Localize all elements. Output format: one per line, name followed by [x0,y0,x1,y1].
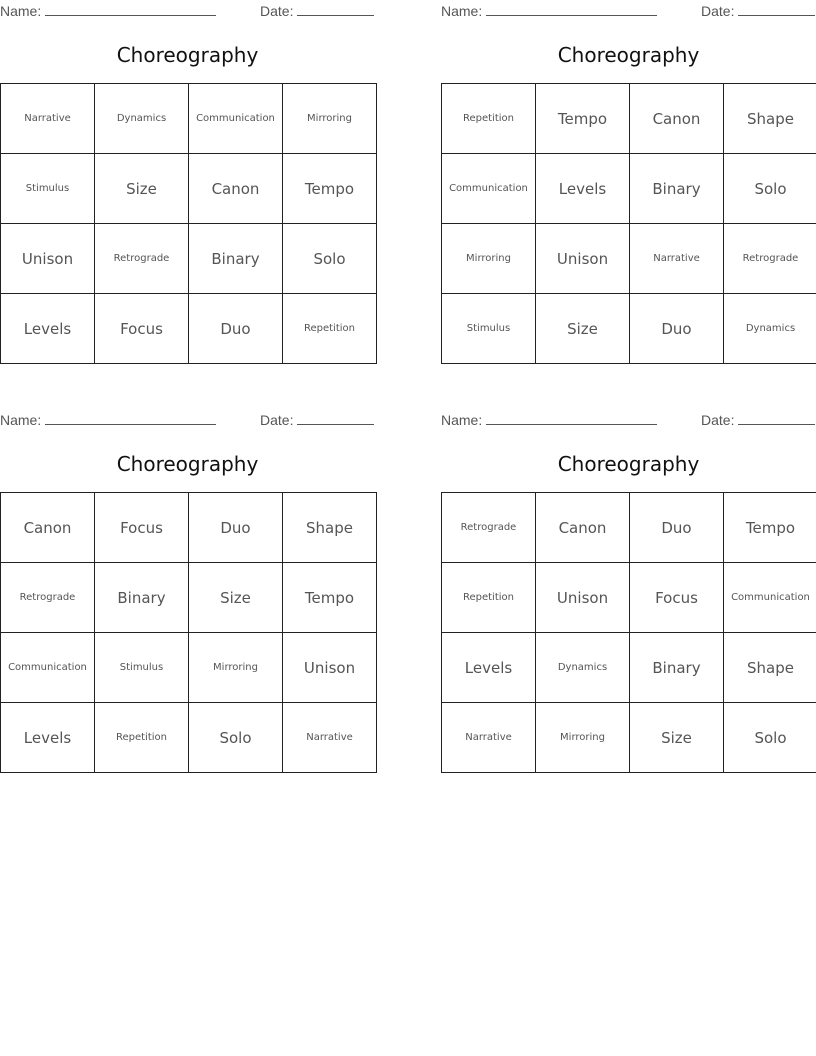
grid-row [442,154,816,224]
grid-cell: Size [189,563,283,633]
grid-cell: Stimulus [1,154,95,224]
bingo-grid [441,83,816,364]
grid-cell: Duo [630,493,724,563]
date-blank-line [738,411,815,425]
grid-cell: Canon [630,84,724,154]
grid-cell: Tempo [283,154,377,224]
date-field [701,2,815,19]
grid-cell: Shape [724,633,816,703]
grid-row [1,84,377,154]
bingo-grid [441,492,816,773]
bingo-card [441,409,816,747]
grid-cell: Solo [283,224,377,294]
name-blank-line [486,411,657,425]
grid-cell: Dynamics [95,84,189,154]
grid-cell: Repetition [95,703,189,773]
date-field [701,411,815,428]
card-header [0,0,375,22]
bingo-grid [0,492,377,773]
name-label: Name: [0,412,42,428]
name-blank-line [486,2,657,16]
grid-cell: Stimulus [95,633,189,703]
name-field [441,2,657,19]
date-label: Date: [701,3,735,19]
grid-cell: Repetition [442,84,536,154]
grid-cell: Levels [1,294,95,364]
grid-row [1,294,377,364]
grid-cell: Unison [536,563,630,633]
grid-cell: Dynamics [724,294,816,364]
name-field [441,411,657,428]
card-title: Choreography [116,43,259,67]
grid-cell: Focus [95,294,189,364]
grid-cell: Communication [724,563,816,633]
grid-row [442,703,816,773]
grid-row [442,224,816,294]
grid-cell: Levels [442,633,536,703]
grid-cell: Unison [283,633,377,703]
grid-cell: Retrograde [1,563,95,633]
grid-cell: Size [536,294,630,364]
bingo-card [0,409,375,747]
grid-cell: Focus [630,563,724,633]
grid-cell: Dynamics [536,633,630,703]
grid-cell: Mirroring [189,633,283,703]
card-header [441,0,816,22]
grid-cell: Repetition [283,294,377,364]
grid-cell: Binary [630,633,724,703]
grid-row [1,633,377,703]
grid-row [1,154,377,224]
grid-cell: Retrograde [442,493,536,563]
grid-cell: Canon [1,493,95,563]
grid-cell: Solo [724,703,816,773]
card-title: Choreography [116,452,259,476]
grid-cell: Solo [189,703,283,773]
bingo-card [0,0,375,338]
grid-cell: Size [630,703,724,773]
name-field [0,2,216,19]
date-blank-line [297,2,374,16]
grid-cell: Shape [283,493,377,563]
grid-cell: Communication [189,84,283,154]
grid-cell: Canon [189,154,283,224]
card-title: Choreography [557,452,700,476]
grid-cell: Mirroring [442,224,536,294]
grid-row [1,703,377,773]
grid-cell: Duo [189,493,283,563]
grid-cell: Shape [724,84,816,154]
grid-cell: Solo [724,154,816,224]
grid-cell: Tempo [724,493,816,563]
grid-cell: Binary [189,224,283,294]
grid-cell: Narrative [283,703,377,773]
bingo-grid [0,83,377,364]
card-header [441,409,816,431]
name-field [0,411,216,428]
grid-cell: Unison [536,224,630,294]
name-label: Name: [441,412,483,428]
name-label: Name: [0,3,42,19]
grid-cell: Focus [95,493,189,563]
grid-row [442,84,816,154]
date-blank-line [738,2,815,16]
grid-cell: Levels [536,154,630,224]
date-label: Date: [701,412,735,428]
date-label: Date: [260,3,294,19]
bingo-card [441,0,816,338]
grid-cell: Narrative [630,224,724,294]
grid-row [442,493,816,563]
grid-cell: Canon [536,493,630,563]
grid-cell: Mirroring [283,84,377,154]
grid-cell: Stimulus [442,294,536,364]
grid-cell: Unison [1,224,95,294]
grid-cell: Communication [1,633,95,703]
grid-cell: Duo [630,294,724,364]
grid-cell: Levels [1,703,95,773]
grid-cell: Retrograde [724,224,816,294]
name-blank-line [45,2,216,16]
grid-cell: Binary [630,154,724,224]
grid-cell: Tempo [283,563,377,633]
grid-row [1,493,377,563]
grid-cell: Size [95,154,189,224]
card-title: Choreography [557,43,700,67]
grid-cell: Tempo [536,84,630,154]
grid-cell: Repetition [442,563,536,633]
date-label: Date: [260,412,294,428]
name-label: Name: [441,3,483,19]
grid-row [442,563,816,633]
grid-row [1,224,377,294]
grid-row [442,294,816,364]
grid-cell: Narrative [442,703,536,773]
grid-row [442,633,816,703]
date-blank-line [297,411,374,425]
card-header [0,409,375,431]
date-field [260,2,374,19]
grid-cell: Retrograde [95,224,189,294]
date-field [260,411,374,428]
grid-cell: Duo [189,294,283,364]
grid-row [1,563,377,633]
name-blank-line [45,411,216,425]
grid-cell: Mirroring [536,703,630,773]
grid-cell: Communication [442,154,536,224]
grid-cell: Narrative [1,84,95,154]
grid-cell: Binary [95,563,189,633]
